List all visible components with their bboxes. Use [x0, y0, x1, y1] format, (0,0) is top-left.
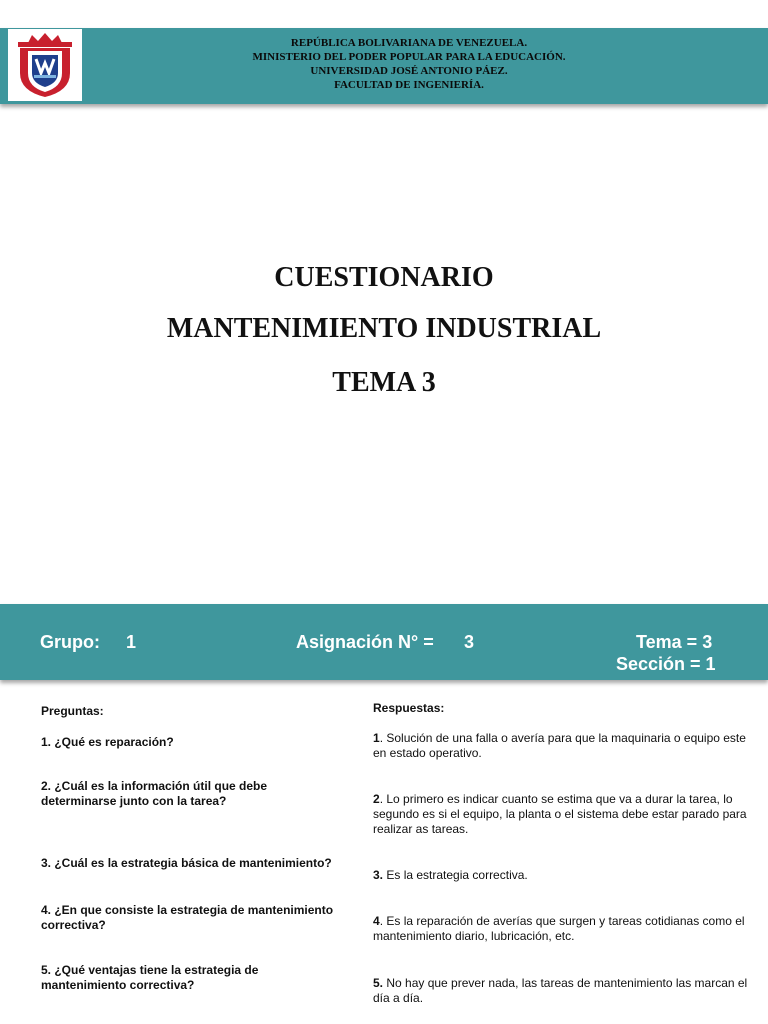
asignacion-value: 3 [464, 632, 475, 652]
grupo-value: 1 [126, 632, 137, 652]
answer-5-number: 5. [373, 976, 384, 990]
answer-1-text: . Solución de una falla o avería para que la maquinaria o equipo este en estado operativo. [373, 731, 746, 760]
answer-4-number: 4 [373, 914, 380, 928]
title-cuestionario: CUESTIONARIO [274, 262, 494, 293]
answer-3-number: 3. [373, 868, 384, 882]
header-banner [0, 28, 768, 104]
questions-header: Preguntas: [41, 704, 104, 718]
question-3: 3. ¿Cuál es la estrategia básica de mantenimiento? [41, 856, 332, 870]
question-1: 1. ¿Qué es reparación? [41, 735, 174, 749]
answer-5 [373, 976, 761, 1006]
question-2: 2. ¿Cuál es la información útil que debe determinarse junto con la tarea? [41, 779, 268, 808]
answer-4 [373, 914, 761, 944]
answer-5-text: No hay que prever nada, las tareas de mantenimiento las marcan el día a día. [373, 976, 748, 1005]
grupo-label: Grupo: [40, 632, 100, 652]
institution-heading [100, 36, 768, 92]
assignment-info-bar [0, 604, 768, 680]
answer-2-text: . Lo primero es indicar cuanto se estima que va a durar la tarea, lo segundo es si el equipo, la planta o el sistema debe estar parado para realizar as tareas. [373, 792, 747, 836]
answer-3 [373, 868, 761, 883]
answers-header: Respuestas: [373, 701, 445, 715]
tema-value: Tema = 3 [636, 632, 713, 652]
answer-2 [373, 792, 761, 837]
answer-2-number: 2 [373, 792, 380, 806]
header-line-ministry: MINISTERIO DEL PODER POPULAR PARA LA EDUCACIÓN. [252, 51, 566, 63]
title-topic: TEMA 3 [332, 367, 436, 398]
answer-4-text: . Es la reparación de averías que surgen y tareas cotidianas como el mantenimiento diario, lubricación, etc. [373, 914, 745, 943]
answer-1-number: 1 [373, 731, 380, 745]
question-4: 4. ¿En que consiste la estrategia de mantenimiento correctiva? [41, 903, 334, 932]
header-line-faculty: FACULTAD DE INGENIERÍA. [334, 79, 484, 91]
answer-1 [373, 731, 761, 761]
asignacion-label: Asignación N° = [296, 632, 434, 652]
seccion-value: Sección = 1 [616, 654, 716, 674]
header-line-republic: REPÚBLICA BOLIVARIANA DE VENEZUELA. [290, 37, 528, 49]
question-5: 5. ¿Qué ventajas tiene la estrategia de mantenimiento correctiva? [41, 963, 259, 992]
university-crest-icon [8, 29, 82, 101]
title-subject: MANTENIMIENTO INDUSTRIAL [166, 313, 602, 344]
header-line-university: UNIVERSIDAD JOSÉ ANTONIO PÁEZ. [310, 65, 508, 77]
answer-3-text: Es la estrategia correctiva. [383, 868, 528, 882]
university-logo [8, 29, 82, 101]
